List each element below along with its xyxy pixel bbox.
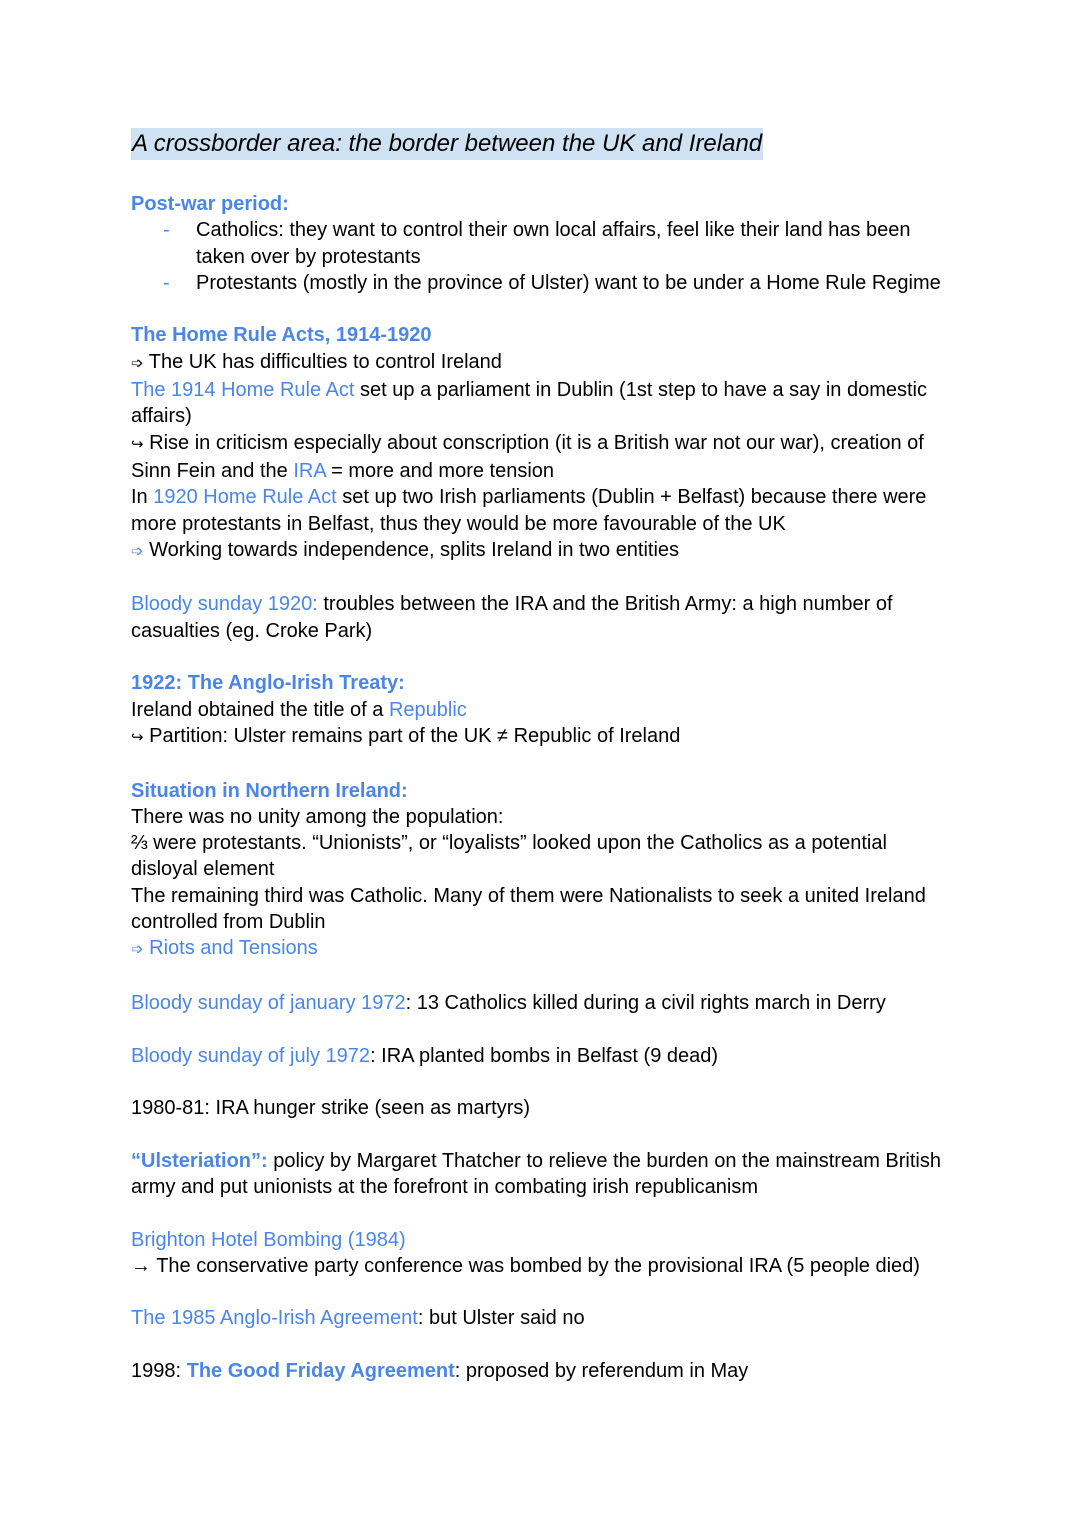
good-friday-link: The Good Friday Agreement — [186, 1360, 455, 1383]
act-1920-prefix: In — [131, 486, 154, 509]
list-item — [131, 270, 961, 296]
sinn-fein-prefix: Sinn Fein and the — [131, 459, 294, 482]
bloody-jan-1972-link: Bloody sunday of january 1972 — [131, 991, 406, 1014]
rise-line — [131, 430, 961, 458]
republic-link: Republic — [388, 698, 467, 721]
act-1920-link: 1920 Home Rule Act — [153, 486, 337, 509]
bullet-dash: - — [163, 219, 170, 242]
treaty-heading: 1922: The Anglo-Irish Treaty: — [131, 672, 405, 695]
bloody-jan-1972-text: : 13 Catholics killed during a civil rights march in Derry — [405, 991, 886, 1014]
working-text: Working towards independence, splits Ireland in two entities — [143, 538, 680, 561]
postwar-item-text: Protestants (mostly in the province of Ulster) want to be under a Home Rule Regime — [196, 271, 941, 294]
hunger-strike-line: 1980-81: IRA hunger strike (seen as martyrs) — [131, 1097, 531, 1120]
rise-text: Rise in criticism especially about conscription (it is a British war not our war), creation of — [143, 431, 924, 454]
ulsteriation-text: policy by Margaret Thatcher to relieve the burden on the mainstream British — [267, 1149, 941, 1172]
riots-text: Riots and Tensions — [143, 937, 318, 960]
bloody-1920-text-cont: casualties (eg. Croke Park) — [131, 619, 373, 642]
postwar-item-text: Catholics: they want to control their own local affairs, feel like their land has been — [196, 219, 911, 242]
list-item — [131, 217, 961, 270]
postwar-item-text-cont: taken over by protestants — [196, 245, 421, 268]
act-1920-text-cont: more protestants in Belfast, thus they would be more favourable of the UK — [131, 512, 786, 535]
bloody-1920-line — [131, 591, 961, 617]
riots-line — [131, 935, 961, 963]
postwar-list — [131, 217, 961, 296]
bloody-jul-1972-line — [131, 1043, 961, 1069]
treaty-prefix: Ireland obtained the title of a — [131, 698, 389, 721]
home-rule-heading: The Home Rule Acts, 1914-1920 — [131, 324, 432, 347]
working-line — [131, 537, 961, 565]
bloody-1920-text: troubles between the IRA and the British Army: a high number of — [317, 593, 893, 616]
arrow-icon: ➩ — [131, 941, 144, 959]
northern-text: disloyal element — [131, 858, 275, 881]
agreement-1985-link: The 1985 Anglo-Irish Agreement — [131, 1307, 418, 1330]
ulsteriation-line — [131, 1148, 961, 1174]
home-rule-line — [131, 349, 961, 377]
northern-text: ⅔ were protestants. “Unionists”, or “loyalists” looked upon the Catholics as a potential — [131, 832, 887, 855]
act-1920-line — [131, 484, 961, 510]
ulsteriation-heading: “Ulsteriation”: — [131, 1149, 268, 1172]
partition-text: Partition: Ulster remains part of the UK ≠ Republic of Ireland — [143, 724, 681, 747]
hook-arrow-icon: ↪ — [131, 435, 144, 453]
agreement-1985-line — [131, 1305, 961, 1331]
northern-text: controlled from Dublin — [131, 911, 326, 934]
sinn-fein-line — [131, 458, 961, 484]
brighton-link: Brighton Hotel Bombing (1984) — [131, 1228, 406, 1251]
good-friday-prefix: 1998: — [131, 1360, 187, 1383]
treaty-line — [131, 697, 961, 723]
partition-line — [131, 723, 961, 751]
bloody-jul-1972-text: : IRA planted bombs in Belfast (9 dead) — [370, 1044, 719, 1067]
ulsteriation-text-cont: army and put unionists at the forefront in combating irish republicanism — [131, 1175, 758, 1198]
act-1914-text-cont: affairs) — [131, 405, 192, 428]
good-friday-text: : proposed by referendum in May — [454, 1360, 749, 1383]
northern-text: The remaining third was Catholic. Many of them were Nationalists to seek a united Ireland — [131, 884, 926, 907]
arrow-icon: ➩ — [131, 354, 144, 372]
document-title: A crossborder area: the border between the UK and Ireland — [131, 128, 763, 160]
northern-text: There was no unity among the population: — [131, 805, 504, 828]
ira-link: IRA — [293, 459, 326, 482]
good-friday-line — [131, 1358, 961, 1384]
home-rule-text: The UK has difficulties to control Ireland — [148, 350, 502, 373]
agreement-1985-text: : but Ulster said no — [417, 1307, 585, 1330]
brighton-text: → The conservative party conference was bombed by the provisional IRA (5 people died) — [131, 1254, 920, 1277]
bloody-jan-1972-line — [131, 990, 961, 1016]
bloody-jul-1972-link: Bloody sunday of july 1972 — [131, 1044, 371, 1067]
act-1920-text: set up two Irish parliaments (Dublin + Belfast) because there were — [336, 486, 927, 509]
bullet-dash: - — [163, 271, 170, 294]
hook-arrow-icon: ↪ — [131, 728, 144, 746]
postwar-heading: Post-war period: — [131, 193, 289, 215]
act-1914-text: set up a parliament in Dublin (1st step to have a say in domestic — [354, 379, 927, 402]
bloody-1920-link: Bloody sunday 1920: — [131, 593, 318, 616]
act-1914-line — [131, 377, 961, 403]
act-1914-link: The 1914 Home Rule Act — [131, 379, 355, 402]
sinn-fein-suffix: = more and more tension — [325, 459, 555, 482]
northern-heading: Situation in Northern Ireland: — [131, 779, 408, 802]
arrow-icon: ➩ — [131, 542, 144, 560]
document-body — [131, 191, 961, 1384]
